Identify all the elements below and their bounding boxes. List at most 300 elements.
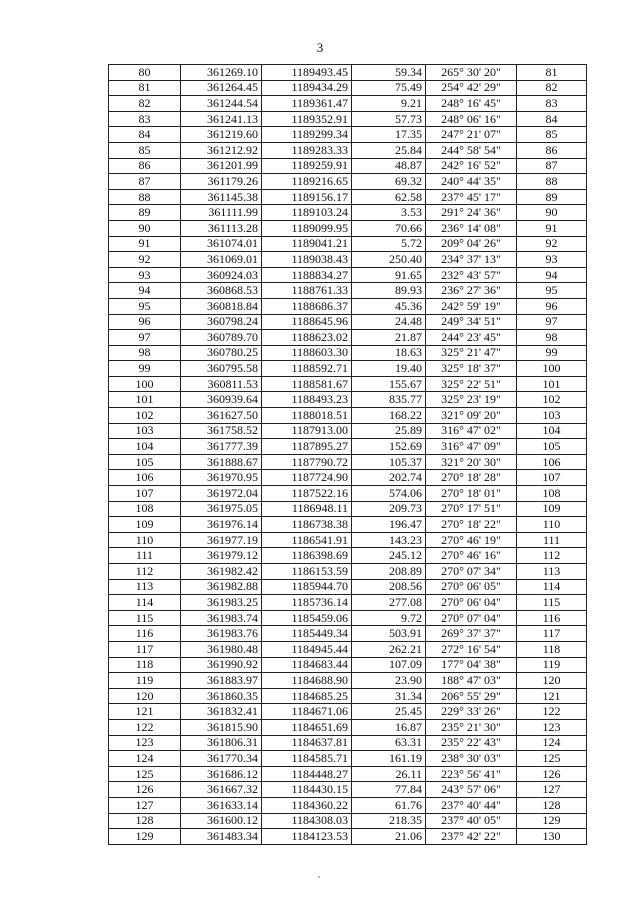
x-coordinate-cell: 360811.53 <box>181 376 262 392</box>
distance-cell: 152.69 <box>352 439 426 455</box>
table-row <box>109 735 587 751</box>
distance-cell: 202.74 <box>352 470 426 486</box>
point-from-cell: 94 <box>109 283 181 299</box>
table-row <box>109 330 587 346</box>
table-row <box>109 408 587 424</box>
bearing-cell: 270° 07' 04" <box>426 610 517 626</box>
table-row <box>109 813 587 829</box>
x-coordinate-cell: 360789.70 <box>181 330 262 346</box>
distance-cell: 208.56 <box>352 579 426 595</box>
y-coordinate-cell: 1186948.11 <box>262 501 352 517</box>
y-coordinate-cell: 1184360.22 <box>262 797 352 813</box>
distance-cell: 503.91 <box>352 626 426 642</box>
distance-cell: 250.40 <box>352 252 426 268</box>
y-coordinate-cell: 1184123.53 <box>262 829 352 845</box>
point-to-cell: 86 <box>517 142 587 158</box>
x-coordinate-cell: 361982.88 <box>181 579 262 595</box>
table-row <box>109 564 587 580</box>
x-coordinate-cell: 361600.12 <box>181 813 262 829</box>
x-coordinate-cell: 361990.92 <box>181 657 262 673</box>
coordinates-table-body <box>109 65 587 845</box>
table-row <box>109 283 587 299</box>
y-coordinate-cell: 1187790.72 <box>262 454 352 470</box>
distance-cell: 57.73 <box>352 111 426 127</box>
bearing-cell: 269° 37' 37" <box>426 626 517 642</box>
distance-cell: 245.12 <box>352 548 426 564</box>
table-row <box>109 158 587 174</box>
point-to-cell: 117 <box>517 626 587 642</box>
point-from-cell: 108 <box>109 501 181 517</box>
table-row <box>109 345 587 361</box>
point-from-cell: 95 <box>109 298 181 314</box>
y-coordinate-cell: 1188018.51 <box>262 408 352 424</box>
x-coordinate-cell: 361970.95 <box>181 470 262 486</box>
point-to-cell: 113 <box>517 564 587 580</box>
x-coordinate-cell: 361977.19 <box>181 532 262 548</box>
table-row <box>109 127 587 143</box>
point-to-cell: 115 <box>517 595 587 611</box>
bearing-cell: 206° 55' 29" <box>426 688 517 704</box>
point-to-cell: 124 <box>517 735 587 751</box>
y-coordinate-cell: 1186398.69 <box>262 548 352 564</box>
distance-cell: 262.21 <box>352 641 426 657</box>
y-coordinate-cell: 1185449.34 <box>262 626 352 642</box>
point-from-cell: 117 <box>109 641 181 657</box>
point-from-cell: 129 <box>109 829 181 845</box>
bearing-cell: 270° 18' 28" <box>426 470 517 486</box>
page-number: 3 <box>316 40 324 55</box>
distance-cell: 208.89 <box>352 564 426 580</box>
bearing-cell: 223° 56' 41" <box>426 766 517 782</box>
bearing-cell: 325° 22' 51" <box>426 376 517 392</box>
point-from-cell: 80 <box>109 65 181 81</box>
point-to-cell: 122 <box>517 704 587 720</box>
point-from-cell: 111 <box>109 548 181 564</box>
bearing-cell: 244° 58' 54" <box>426 142 517 158</box>
table-row <box>109 782 587 798</box>
point-from-cell: 88 <box>109 189 181 205</box>
point-from-cell: 127 <box>109 797 181 813</box>
bearing-cell: 229° 33' 26" <box>426 704 517 720</box>
point-from-cell: 102 <box>109 408 181 424</box>
point-to-cell: 85 <box>517 127 587 143</box>
point-from-cell: 124 <box>109 751 181 767</box>
y-coordinate-cell: 1189216.65 <box>262 174 352 190</box>
distance-cell: 5.72 <box>352 236 426 252</box>
table-row <box>109 486 587 502</box>
table-row <box>109 454 587 470</box>
table-row <box>109 189 587 205</box>
y-coordinate-cell: 1189493.45 <box>262 65 352 81</box>
table-row <box>109 751 587 767</box>
y-coordinate-cell: 1188686.37 <box>262 298 352 314</box>
bearing-cell: 237° 40' 44" <box>426 797 517 813</box>
bearing-cell: 238° 30' 03" <box>426 751 517 767</box>
point-to-cell: 102 <box>517 392 587 408</box>
point-from-cell: 104 <box>109 439 181 455</box>
table-row <box>109 111 587 127</box>
distance-cell: 91.65 <box>352 267 426 283</box>
table-row <box>109 704 587 720</box>
point-to-cell: 90 <box>517 205 587 221</box>
bearing-cell: 270° 18' 22" <box>426 517 517 533</box>
point-to-cell: 128 <box>517 797 587 813</box>
distance-cell: 25.84 <box>352 142 426 158</box>
bearing-cell: 244° 23' 45" <box>426 330 517 346</box>
table-row <box>109 220 587 236</box>
x-coordinate-cell: 360818.84 <box>181 298 262 314</box>
bearing-cell: 237° 40' 05" <box>426 813 517 829</box>
bearing-cell: 316° 47' 02" <box>426 423 517 439</box>
table-row <box>109 688 587 704</box>
x-coordinate-cell: 361244.54 <box>181 96 262 112</box>
x-coordinate-cell: 361980.48 <box>181 641 262 657</box>
point-to-cell: 82 <box>517 80 587 96</box>
table-row <box>109 595 587 611</box>
bearing-cell: 270° 06' 04" <box>426 595 517 611</box>
bearing-cell: 270° 17' 51" <box>426 501 517 517</box>
point-to-cell: 84 <box>517 111 587 127</box>
point-to-cell: 121 <box>517 688 587 704</box>
point-from-cell: 82 <box>109 96 181 112</box>
bearing-cell: 249° 34' 51" <box>426 314 517 330</box>
table-row <box>109 657 587 673</box>
distance-cell: 17.35 <box>352 127 426 143</box>
y-coordinate-cell: 1188834.27 <box>262 267 352 283</box>
table-row <box>109 719 587 735</box>
table-row <box>109 501 587 517</box>
distance-cell: 143.23 <box>352 532 426 548</box>
bearing-cell: 270° 46' 19" <box>426 532 517 548</box>
point-to-cell: 91 <box>517 220 587 236</box>
point-to-cell: 127 <box>517 782 587 798</box>
y-coordinate-cell: 1187913.00 <box>262 423 352 439</box>
table-row <box>109 829 587 845</box>
distance-cell: 196.47 <box>352 517 426 533</box>
bearing-cell: 242° 16' 52" <box>426 158 517 174</box>
distance-cell: 69.32 <box>352 174 426 190</box>
distance-cell: 21.87 <box>352 330 426 346</box>
y-coordinate-cell: 1189103.24 <box>262 205 352 221</box>
x-coordinate-cell: 361219.60 <box>181 127 262 143</box>
bearing-cell: 177° 04' 38" <box>426 657 517 673</box>
point-from-cell: 115 <box>109 610 181 626</box>
x-coordinate-cell: 361983.76 <box>181 626 262 642</box>
distance-cell: 835.77 <box>352 392 426 408</box>
y-coordinate-cell: 1184585.71 <box>262 751 352 767</box>
y-coordinate-cell: 1189299.34 <box>262 127 352 143</box>
point-from-cell: 112 <box>109 564 181 580</box>
table-row <box>109 610 587 626</box>
point-from-cell: 123 <box>109 735 181 751</box>
x-coordinate-cell: 361815.90 <box>181 719 262 735</box>
distance-cell: 3.53 <box>352 205 426 221</box>
point-from-cell: 105 <box>109 454 181 470</box>
point-to-cell: 110 <box>517 517 587 533</box>
point-to-cell: 106 <box>517 454 587 470</box>
distance-cell: 161.19 <box>352 751 426 767</box>
point-from-cell: 113 <box>109 579 181 595</box>
table-row <box>109 626 587 642</box>
y-coordinate-cell: 1188761.33 <box>262 283 352 299</box>
y-coordinate-cell: 1185459.06 <box>262 610 352 626</box>
bearing-cell: 265° 30' 20" <box>426 65 517 81</box>
distance-cell: 21.06 <box>352 829 426 845</box>
y-coordinate-cell: 1189156.17 <box>262 189 352 205</box>
distance-cell: 45.36 <box>352 298 426 314</box>
x-coordinate-cell: 361976.14 <box>181 517 262 533</box>
x-coordinate-cell: 361983.74 <box>181 610 262 626</box>
x-coordinate-cell: 361483.34 <box>181 829 262 845</box>
distance-cell: 209.73 <box>352 501 426 517</box>
table-row <box>109 376 587 392</box>
bearing-cell: 243° 57' 06" <box>426 782 517 798</box>
x-coordinate-cell: 361686.12 <box>181 766 262 782</box>
x-coordinate-cell: 361111.99 <box>181 205 262 221</box>
point-from-cell: 89 <box>109 205 181 221</box>
bearing-cell: 291° 24' 36" <box>426 205 517 221</box>
point-to-cell: 114 <box>517 579 587 595</box>
x-coordinate-cell: 361972.04 <box>181 486 262 502</box>
table-row <box>109 361 587 377</box>
table-row <box>109 236 587 252</box>
y-coordinate-cell: 1189099.95 <box>262 220 352 236</box>
x-coordinate-cell: 361983.25 <box>181 595 262 611</box>
point-to-cell: 101 <box>517 376 587 392</box>
distance-cell: 63.31 <box>352 735 426 751</box>
x-coordinate-cell: 361832.41 <box>181 704 262 720</box>
bearing-cell: 234° 37' 13" <box>426 252 517 268</box>
point-from-cell: 109 <box>109 517 181 533</box>
x-coordinate-cell: 361069.01 <box>181 252 262 268</box>
point-to-cell: 94 <box>517 267 587 283</box>
y-coordinate-cell: 1186541.91 <box>262 532 352 548</box>
x-coordinate-cell: 361241.13 <box>181 111 262 127</box>
distance-cell: 62.58 <box>352 189 426 205</box>
point-to-cell: 130 <box>517 829 587 845</box>
distance-cell: 574.06 <box>352 486 426 502</box>
bearing-cell: 247° 21' 07" <box>426 127 517 143</box>
y-coordinate-cell: 1189038.43 <box>262 252 352 268</box>
x-coordinate-cell: 361264.45 <box>181 80 262 96</box>
distance-cell: 9.21 <box>352 96 426 112</box>
table-row <box>109 532 587 548</box>
distance-cell: 77.84 <box>352 782 426 798</box>
distance-cell: 168.22 <box>352 408 426 424</box>
point-from-cell: 110 <box>109 532 181 548</box>
distance-cell: 25.45 <box>352 704 426 720</box>
table-row <box>109 673 587 689</box>
y-coordinate-cell: 1189361.47 <box>262 96 352 112</box>
point-to-cell: 95 <box>517 283 587 299</box>
point-from-cell: 121 <box>109 704 181 720</box>
table-row <box>109 267 587 283</box>
y-coordinate-cell: 1188645.96 <box>262 314 352 330</box>
point-to-cell: 111 <box>517 532 587 548</box>
y-coordinate-cell: 1189259.91 <box>262 158 352 174</box>
distance-cell: 23.90 <box>352 673 426 689</box>
x-coordinate-cell: 360939.64 <box>181 392 262 408</box>
x-coordinate-cell: 360780.25 <box>181 345 262 361</box>
x-coordinate-cell: 361074.01 <box>181 236 262 252</box>
table-row <box>109 641 587 657</box>
point-to-cell: 112 <box>517 548 587 564</box>
bearing-cell: 209° 04' 26" <box>426 236 517 252</box>
point-from-cell: 84 <box>109 127 181 143</box>
point-to-cell: 88 <box>517 174 587 190</box>
scan-speck <box>318 876 320 878</box>
point-to-cell: 92 <box>517 236 587 252</box>
y-coordinate-cell: 1189352.91 <box>262 111 352 127</box>
distance-cell: 26.11 <box>352 766 426 782</box>
y-coordinate-cell: 1188603.30 <box>262 345 352 361</box>
x-coordinate-cell: 361145.38 <box>181 189 262 205</box>
distance-cell: 16.87 <box>352 719 426 735</box>
distance-cell: 31.34 <box>352 688 426 704</box>
point-to-cell: 129 <box>517 813 587 829</box>
x-coordinate-cell: 361269.10 <box>181 65 262 81</box>
point-from-cell: 107 <box>109 486 181 502</box>
point-from-cell: 106 <box>109 470 181 486</box>
table-row <box>109 252 587 268</box>
y-coordinate-cell: 1187724.90 <box>262 470 352 486</box>
bearing-cell: 270° 18' 01" <box>426 486 517 502</box>
point-from-cell: 101 <box>109 392 181 408</box>
point-to-cell: 89 <box>517 189 587 205</box>
x-coordinate-cell: 361979.12 <box>181 548 262 564</box>
table-row <box>109 80 587 96</box>
distance-cell: 218.35 <box>352 813 426 829</box>
bearing-cell: 325° 23' 19" <box>426 392 517 408</box>
x-coordinate-cell: 361667.32 <box>181 782 262 798</box>
y-coordinate-cell: 1186153.59 <box>262 564 352 580</box>
point-from-cell: 92 <box>109 252 181 268</box>
table-row <box>109 96 587 112</box>
y-coordinate-cell: 1184308.03 <box>262 813 352 829</box>
y-coordinate-cell: 1186738.38 <box>262 517 352 533</box>
point-from-cell: 83 <box>109 111 181 127</box>
x-coordinate-cell: 361113.28 <box>181 220 262 236</box>
point-to-cell: 93 <box>517 252 587 268</box>
point-from-cell: 118 <box>109 657 181 673</box>
point-to-cell: 98 <box>517 330 587 346</box>
bearing-cell: 270° 06' 05" <box>426 579 517 595</box>
point-to-cell: 107 <box>517 470 587 486</box>
point-to-cell: 126 <box>517 766 587 782</box>
y-coordinate-cell: 1184651.69 <box>262 719 352 735</box>
point-to-cell: 120 <box>517 673 587 689</box>
distance-cell: 25.89 <box>352 423 426 439</box>
point-to-cell: 103 <box>517 408 587 424</box>
bearing-cell: 232° 43' 57" <box>426 267 517 283</box>
table-row <box>109 142 587 158</box>
y-coordinate-cell: 1184637.81 <box>262 735 352 751</box>
bearing-cell: 236° 14' 08" <box>426 220 517 236</box>
x-coordinate-cell: 361982.42 <box>181 564 262 580</box>
y-coordinate-cell: 1188581.67 <box>262 376 352 392</box>
x-coordinate-cell: 360868.53 <box>181 283 262 299</box>
bearing-cell: 248° 16' 45" <box>426 96 517 112</box>
y-coordinate-cell: 1188623.02 <box>262 330 352 346</box>
point-to-cell: 99 <box>517 345 587 361</box>
bearing-cell: 235° 21' 30" <box>426 719 517 735</box>
point-to-cell: 119 <box>517 657 587 673</box>
distance-cell: 105.37 <box>352 454 426 470</box>
bearing-cell: 272° 16' 54" <box>426 641 517 657</box>
table-row <box>109 517 587 533</box>
table-row <box>109 797 587 813</box>
distance-cell: 48.87 <box>352 158 426 174</box>
y-coordinate-cell: 1189434.29 <box>262 80 352 96</box>
bearing-cell: 188° 47' 03" <box>426 673 517 689</box>
table-row <box>109 205 587 221</box>
bearing-cell: 236° 27' 36" <box>426 283 517 299</box>
point-to-cell: 116 <box>517 610 587 626</box>
bearing-cell: 237° 45' 17" <box>426 189 517 205</box>
table-row <box>109 548 587 564</box>
x-coordinate-cell: 360795.58 <box>181 361 262 377</box>
y-coordinate-cell: 1184448.27 <box>262 766 352 782</box>
bearing-cell: 254° 42' 29" <box>426 80 517 96</box>
point-from-cell: 125 <box>109 766 181 782</box>
point-to-cell: 97 <box>517 314 587 330</box>
y-coordinate-cell: 1184945.44 <box>262 641 352 657</box>
bearing-cell: 242° 59' 19" <box>426 298 517 314</box>
x-coordinate-cell: 360924.03 <box>181 267 262 283</box>
distance-cell: 107.09 <box>352 657 426 673</box>
point-to-cell: 108 <box>517 486 587 502</box>
bearing-cell: 325° 18' 37" <box>426 361 517 377</box>
point-to-cell: 118 <box>517 641 587 657</box>
point-to-cell: 81 <box>517 65 587 81</box>
table-row <box>109 423 587 439</box>
x-coordinate-cell: 361883.97 <box>181 673 262 689</box>
point-from-cell: 97 <box>109 330 181 346</box>
point-from-cell: 86 <box>109 158 181 174</box>
point-to-cell: 125 <box>517 751 587 767</box>
table-row <box>109 65 587 81</box>
distance-cell: 70.66 <box>352 220 426 236</box>
distance-cell: 19.40 <box>352 361 426 377</box>
point-from-cell: 114 <box>109 595 181 611</box>
point-to-cell: 87 <box>517 158 587 174</box>
distance-cell: 89.93 <box>352 283 426 299</box>
y-coordinate-cell: 1185736.14 <box>262 595 352 611</box>
distance-cell: 277.08 <box>352 595 426 611</box>
y-coordinate-cell: 1187522.16 <box>262 486 352 502</box>
bearing-cell: 325° 21' 47" <box>426 345 517 361</box>
point-from-cell: 93 <box>109 267 181 283</box>
point-to-cell: 96 <box>517 298 587 314</box>
point-from-cell: 81 <box>109 80 181 96</box>
point-from-cell: 122 <box>109 719 181 735</box>
bearing-cell: 248° 06' 16" <box>426 111 517 127</box>
bearing-cell: 321° 09' 20" <box>426 408 517 424</box>
x-coordinate-cell: 361860.35 <box>181 688 262 704</box>
x-coordinate-cell: 361179.26 <box>181 174 262 190</box>
point-to-cell: 105 <box>517 439 587 455</box>
x-coordinate-cell: 361201.99 <box>181 158 262 174</box>
x-coordinate-cell: 361806.31 <box>181 735 262 751</box>
y-coordinate-cell: 1187895.27 <box>262 439 352 455</box>
point-from-cell: 119 <box>109 673 181 689</box>
y-coordinate-cell: 1189283.33 <box>262 142 352 158</box>
bearing-cell: 240° 44' 35" <box>426 174 517 190</box>
distance-cell: 61.76 <box>352 797 426 813</box>
distance-cell: 18.63 <box>352 345 426 361</box>
table-row <box>109 579 587 595</box>
point-to-cell: 100 <box>517 361 587 377</box>
